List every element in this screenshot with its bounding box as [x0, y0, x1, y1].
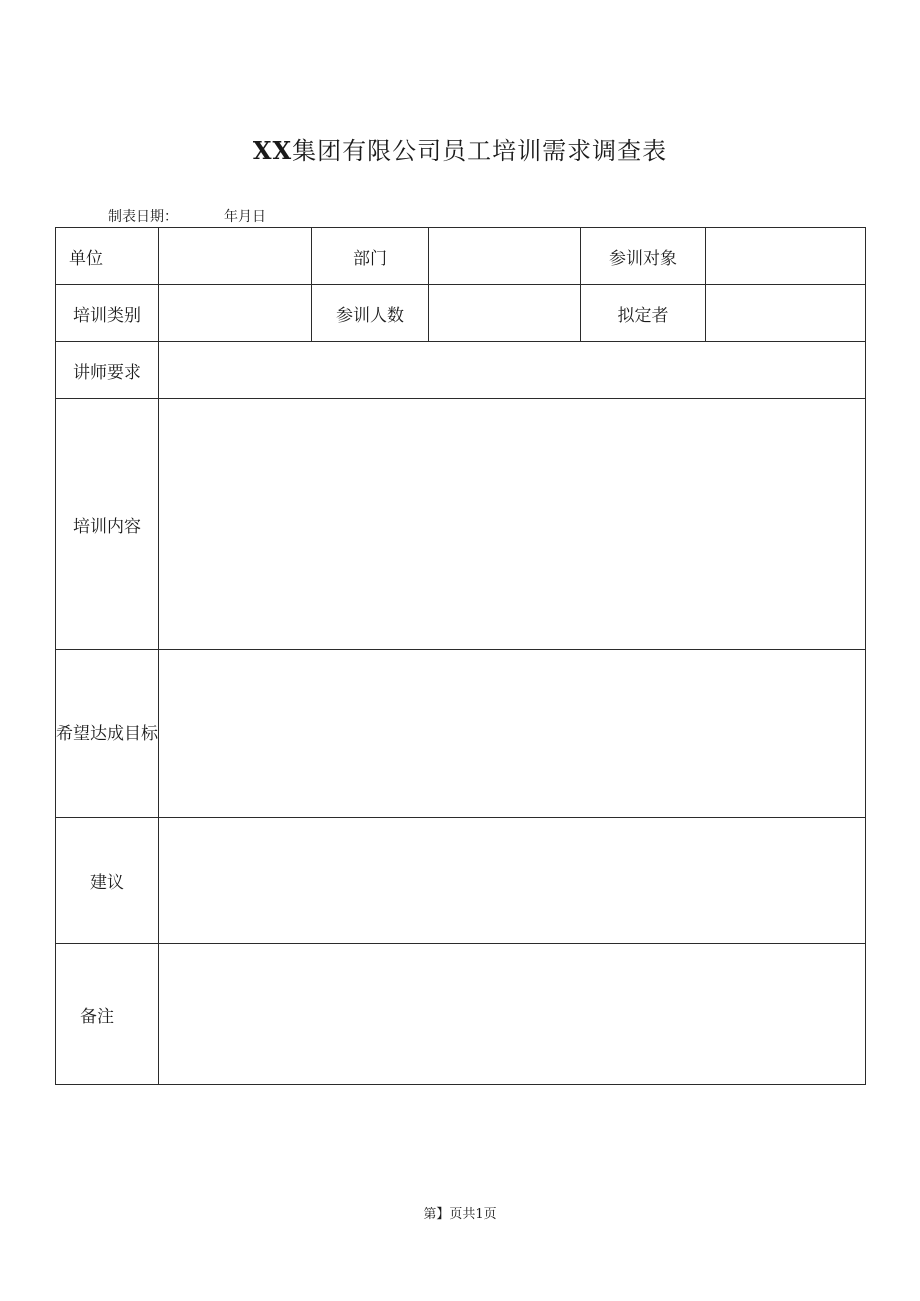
trainer-requirements-field[interactable] [159, 342, 866, 399]
table-row-category [56, 285, 866, 342]
expected-goal-field[interactable] [159, 650, 866, 818]
training-category-label: 培训类别 [56, 285, 159, 342]
drafter-label: 拟定者 [581, 285, 706, 342]
expected-goal-label: 希望达成目标 [56, 650, 159, 818]
target-audience-field[interactable] [706, 228, 866, 285]
target-audience-label: 参训对象 [581, 228, 706, 285]
department-field[interactable] [429, 228, 581, 285]
drafter-field[interactable] [706, 285, 866, 342]
remarks-label: 备注 [56, 944, 159, 1085]
suggestion-label: 建议 [56, 818, 159, 944]
table-row-remarks [56, 944, 866, 1085]
participant-count-field[interactable] [429, 285, 581, 342]
date-value[interactable]: 年月日 [224, 209, 266, 225]
table-row-unit [56, 228, 866, 285]
date-label: 制表日期： [108, 209, 178, 225]
table-row-suggestion [56, 818, 866, 944]
unit-field[interactable] [159, 228, 312, 285]
training-content-field[interactable] [159, 399, 866, 650]
department-label: 部门 [312, 228, 429, 285]
training-content-label: 培训内容 [56, 399, 159, 650]
date-line [108, 208, 266, 226]
table-row-trainer [56, 342, 866, 399]
unit-label: 单位 [56, 228, 159, 285]
page-footer: 第】页共1页 [423, 1207, 497, 1222]
table-row-content [56, 399, 866, 650]
participant-count-label: 参训人数 [312, 285, 429, 342]
table-row-goal [56, 650, 866, 818]
page-title [0, 134, 920, 168]
title-main: 集团有限公司员工培训需求调查表 [292, 137, 668, 165]
suggestion-field[interactable] [159, 818, 866, 944]
title-prefix: XX [252, 136, 293, 165]
trainer-requirements-label: 讲师要求 [56, 342, 159, 399]
survey-form-table [55, 227, 866, 1085]
training-category-field[interactable] [159, 285, 312, 342]
remarks-field[interactable] [159, 944, 866, 1085]
